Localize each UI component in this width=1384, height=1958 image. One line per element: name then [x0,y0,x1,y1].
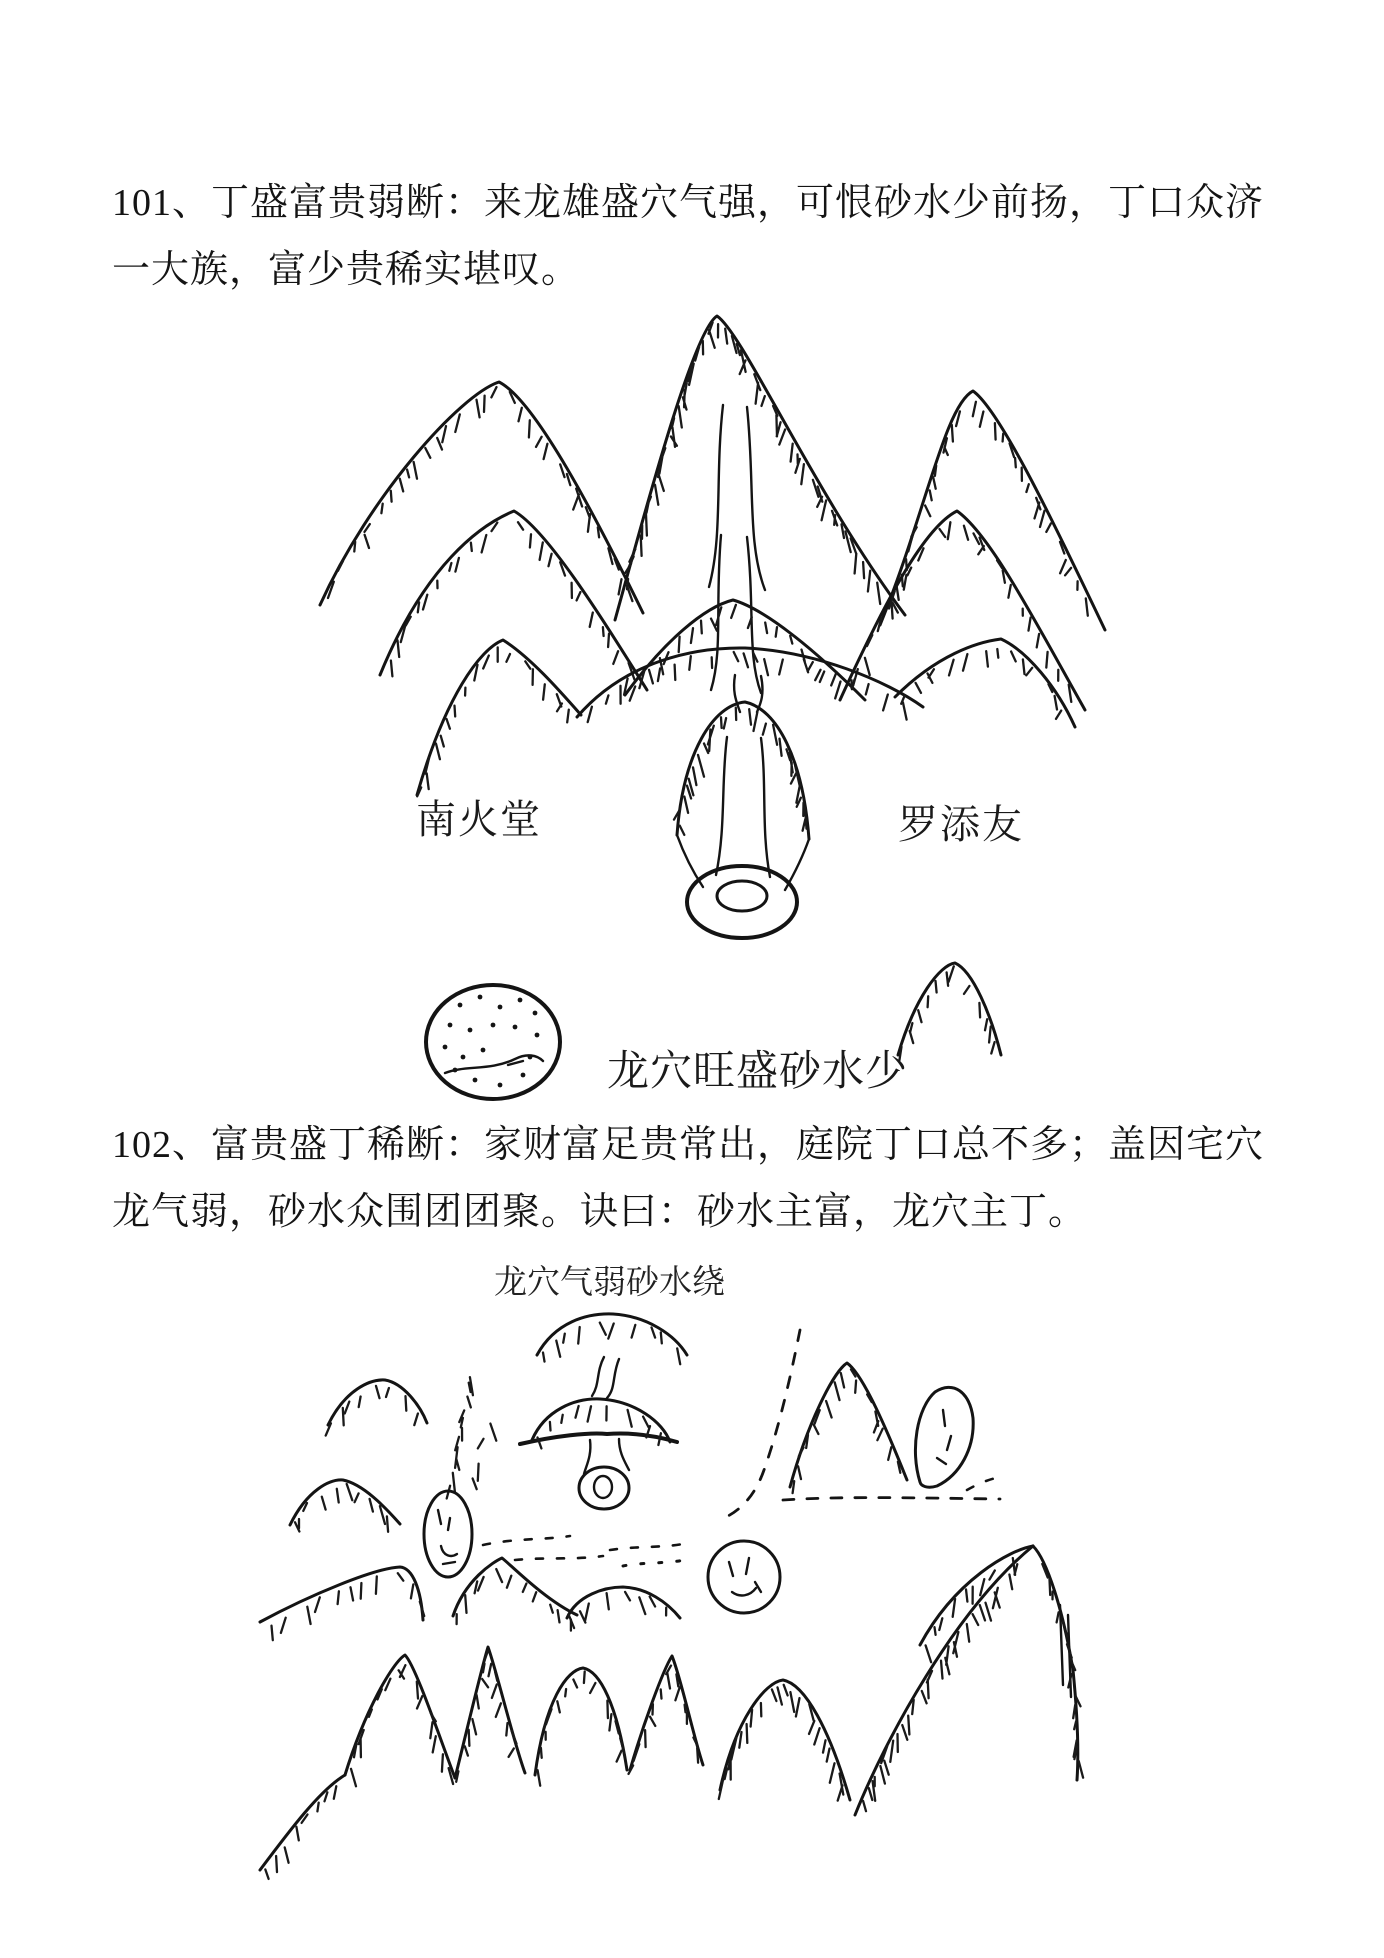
middle-ridge-row [260,1558,680,1640]
hatch-marks [326,1386,418,1436]
round-sand-right [708,1541,780,1613]
figure-101-label-right: 罗添友 [898,802,1024,847]
hatch-marks [391,522,635,679]
hatch-marks [629,1666,699,1774]
incoming-dragon-knoll [674,702,809,890]
figure-101-label-left: 南火堂 [416,797,542,842]
right-tall-peak [790,1363,907,1487]
dotted-pond [426,985,560,1099]
paragraph-102-line-2: 龙气弱，砂水众围团团聚。诀曰：砂水主富，龙穴主丁。 [112,1191,1088,1233]
fan-lair [520,1399,677,1509]
pond-dots [443,995,540,1088]
hatch-marks [351,1665,453,1786]
hatch-marks [538,1672,625,1786]
paragraph-101-line-2: 一大族，富少贵稀实堪叹。 [112,249,581,291]
hatch-marks [272,1573,425,1640]
mountain-row-2 [380,511,1085,710]
paragraph-102-line-1: 102、富贵盛丁稀断：家财富足贵常出，庭院丁口总不多；盖因宅穴 [112,1124,1265,1166]
hatch-marks [417,647,569,796]
hatch-marks [265,1786,336,1879]
left-oval-sand [424,1491,472,1577]
figure-102-caption: 龙穴气弱砂水绕 [494,1265,725,1301]
hatch-marks [901,649,1061,719]
hatch-marks [295,1484,388,1532]
water-dashes-right [783,1476,1005,1500]
paragraph-102 [112,1112,1302,1246]
paragraph-101-line-1: 101、丁盛富贵弱断：来龙雄盛穴气强，可恨砂水少前扬，丁口众济 [112,182,1265,224]
hatch-marks [719,1685,844,1801]
mountain-row-3 [417,639,1075,796]
figure-102-drawing [215,1310,1190,1910]
figure-101-caption: 龙穴旺盛砂水少 [607,1049,909,1095]
right-leaf-mound [915,1387,973,1487]
water-dashes-center [483,1536,685,1566]
bottom-mountain-row [260,1546,1083,1879]
diagonal-sand-band [447,1360,497,1499]
hatch-marks [863,1564,1017,1811]
hatch-marks [674,708,807,835]
top-guard-hill [537,1314,687,1398]
lair-ring [687,866,797,938]
figure-101-drawing [295,235,1115,1115]
hatch-marks [328,387,622,598]
